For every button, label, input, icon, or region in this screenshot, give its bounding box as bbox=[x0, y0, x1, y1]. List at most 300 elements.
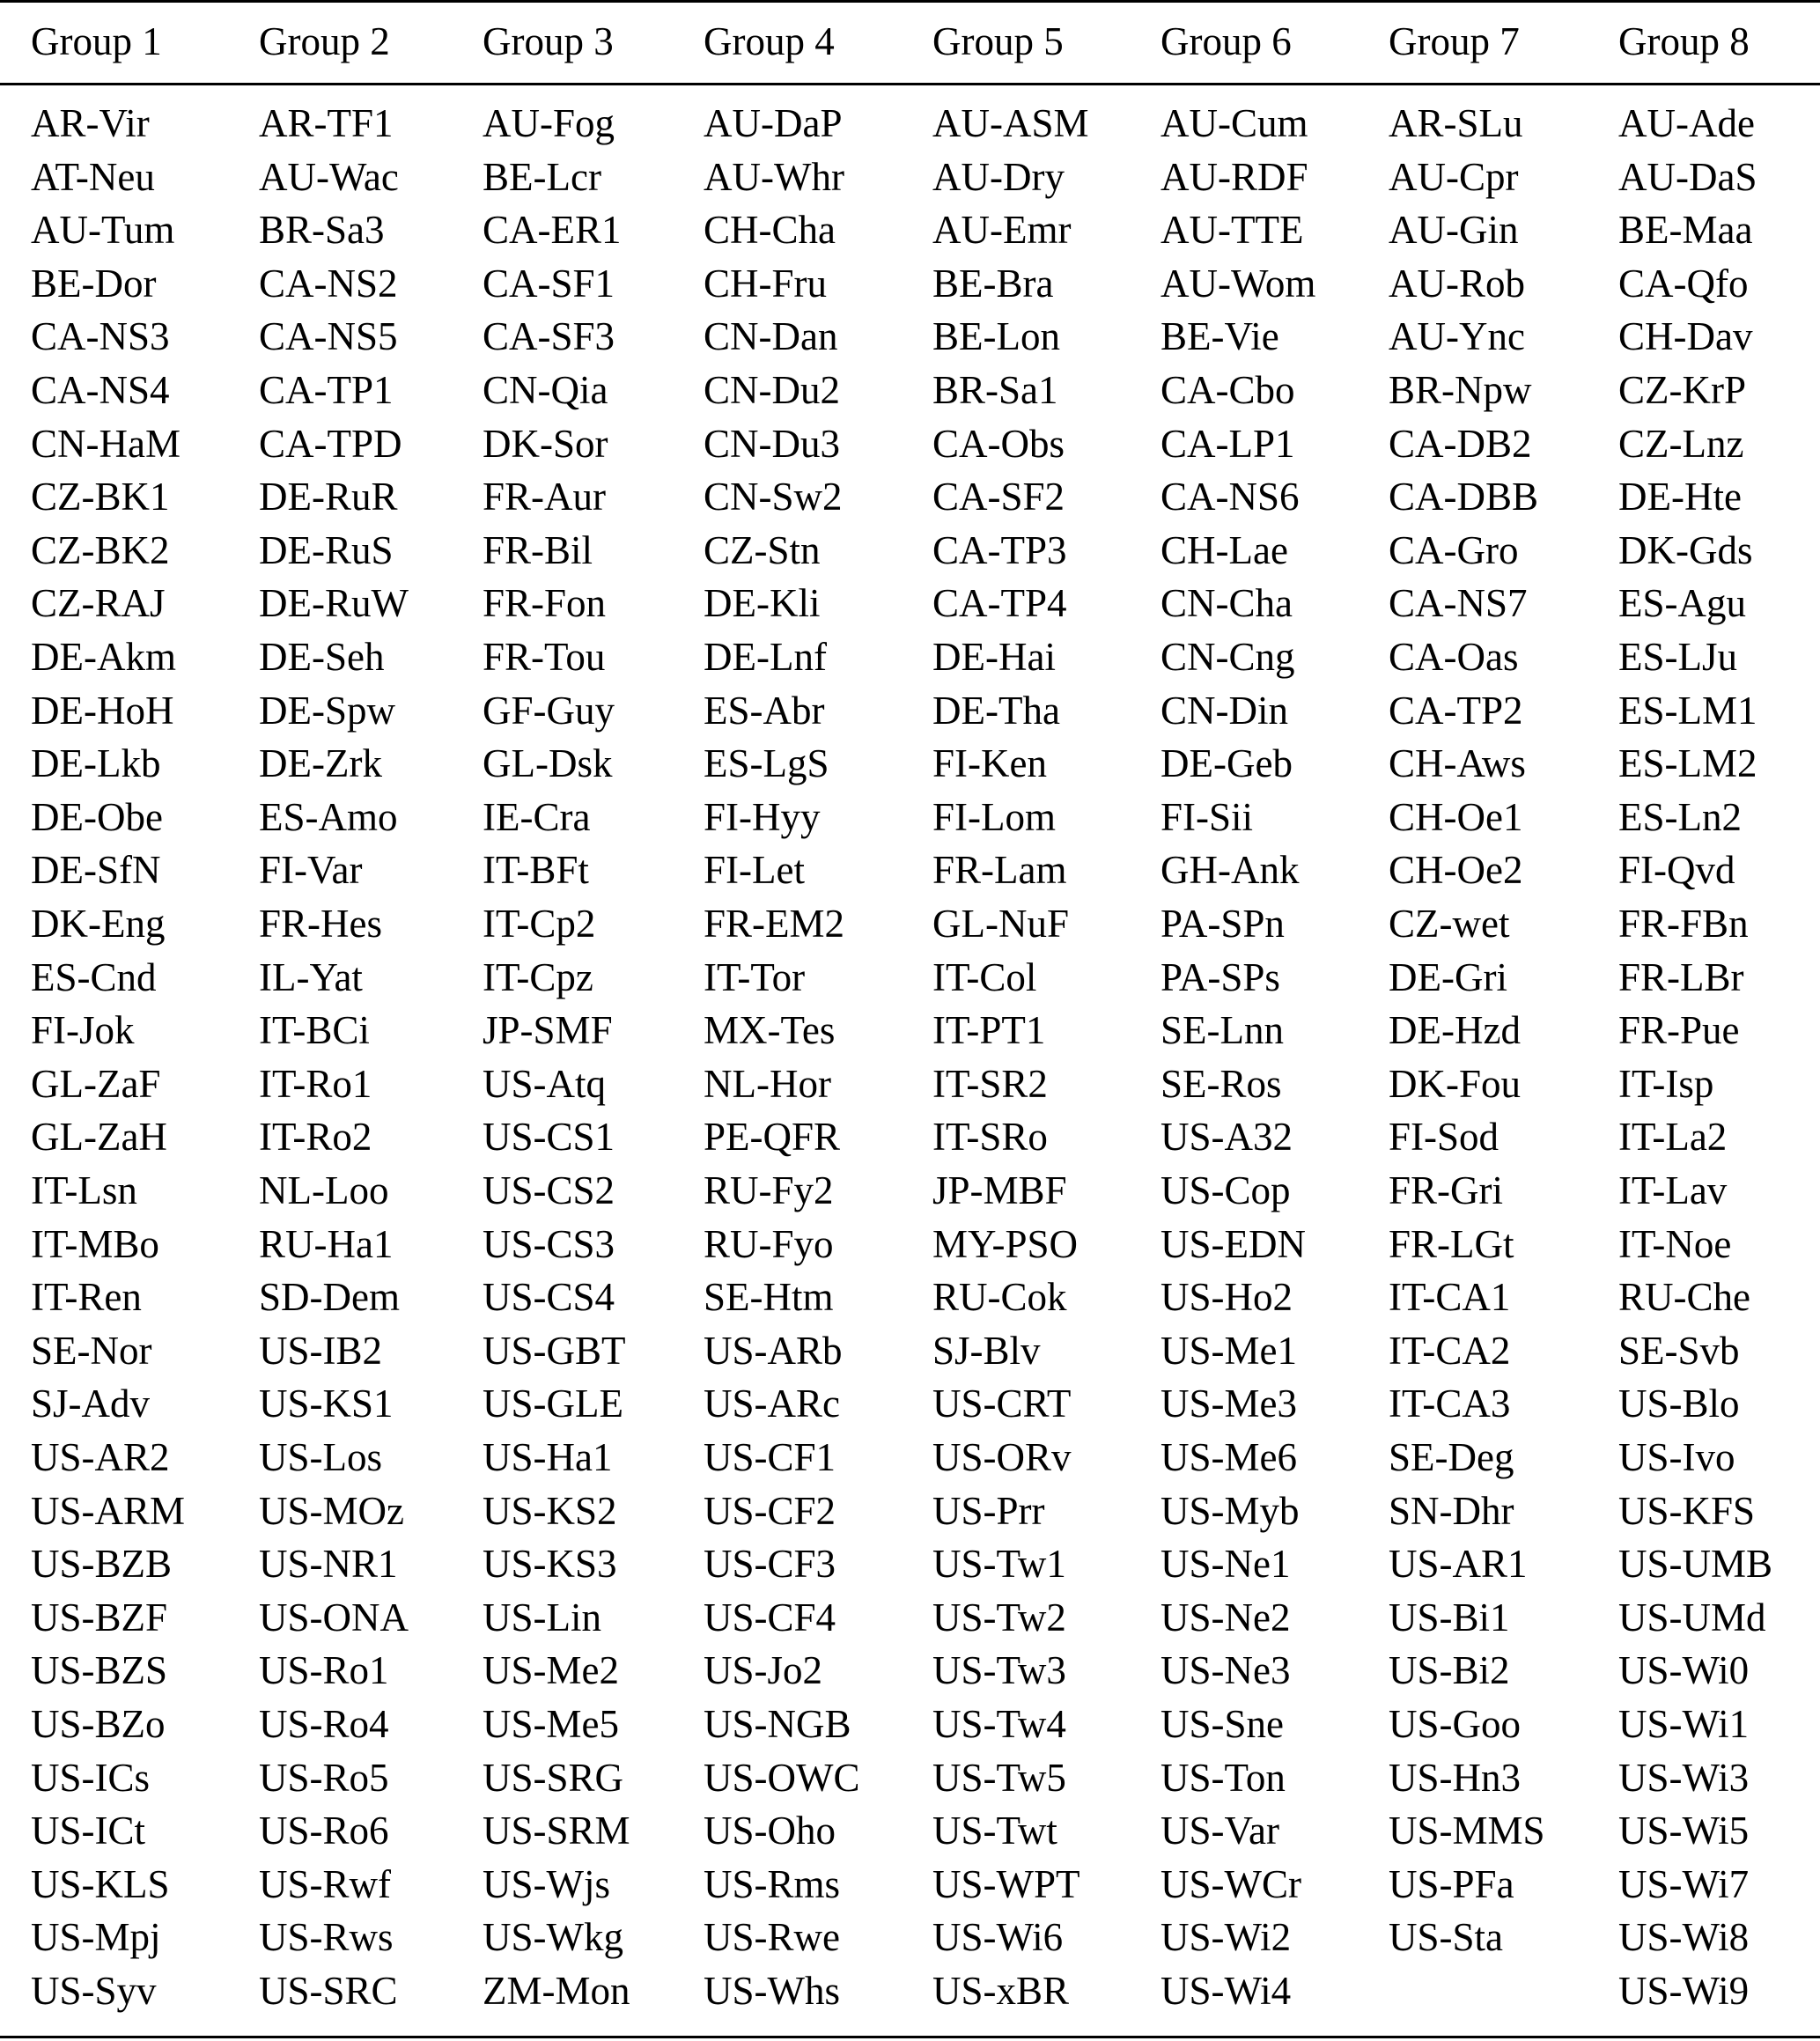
table-cell: FI-Jok bbox=[31, 1008, 135, 1053]
table-row bbox=[0, 97, 1820, 151]
table-row bbox=[0, 1218, 1820, 1271]
table-cell: CH-Oe1 bbox=[1389, 794, 1523, 839]
table-cell: FR-LGt bbox=[1389, 1221, 1514, 1266]
table-row bbox=[0, 844, 1820, 897]
table-cell: US-KS3 bbox=[483, 1542, 617, 1587]
table-row bbox=[0, 897, 1820, 951]
table-cell: US-CS3 bbox=[483, 1221, 615, 1266]
table-row bbox=[0, 1004, 1820, 1057]
table-cell: CH-Fru bbox=[704, 261, 828, 306]
table-cell: DE-RuS bbox=[259, 527, 394, 572]
column-header-group-7: Group 7 bbox=[1389, 19, 1520, 63]
table-cell: IT-Cpz bbox=[483, 954, 593, 999]
table-cell: AU-Fog bbox=[483, 101, 615, 145]
table-cell: AU-DaP bbox=[704, 101, 843, 145]
table-cell: US-AR2 bbox=[31, 1435, 170, 1479]
table-cell: BE-Lon bbox=[932, 314, 1060, 359]
table-cell: CA-DB2 bbox=[1389, 421, 1532, 466]
table-cell: CZ-KrP bbox=[1618, 368, 1746, 412]
table-cell: IT-Col bbox=[932, 954, 1037, 999]
table-cell: CA-Obs bbox=[932, 421, 1065, 466]
table-cell: CH-Oe2 bbox=[1389, 848, 1523, 893]
table-cell: US-MOz bbox=[259, 1488, 404, 1533]
table-cell: US-Var bbox=[1161, 1809, 1279, 1853]
table-cell: CA-Oas bbox=[1389, 635, 1519, 679]
table-cell: CH-Aws bbox=[1389, 741, 1526, 786]
table-cell: CN-Cng bbox=[1161, 635, 1295, 679]
table-cell: ES-Abr bbox=[704, 688, 825, 733]
table-cell: US-BZo bbox=[31, 1702, 166, 1746]
table-cell: US-Bi1 bbox=[1389, 1595, 1510, 1639]
table-cell: FR-EM2 bbox=[704, 902, 845, 946]
column-header-group-6: Group 6 bbox=[1161, 19, 1292, 63]
table-cell: US-Rwf bbox=[259, 1861, 392, 1906]
table-cell: US-Oho bbox=[704, 1809, 836, 1853]
table-cell: DE-SfN bbox=[31, 848, 161, 893]
table-cell: US-Wi6 bbox=[932, 1915, 1064, 1960]
table-cell: US-Rws bbox=[259, 1915, 394, 1960]
table-cell: DE-Gri bbox=[1389, 954, 1507, 999]
table-cell: US-Wi9 bbox=[1618, 1969, 1750, 2013]
table-cell: IT-Lav bbox=[1618, 1168, 1728, 1212]
table-cell: SE-Htm bbox=[704, 1275, 834, 1320]
table-cell: DE-Obe bbox=[31, 794, 163, 839]
table-cell: US-Myb bbox=[1161, 1488, 1300, 1533]
table-cell: GF-Guy bbox=[483, 688, 615, 733]
table-cell: CA-SF2 bbox=[932, 475, 1065, 519]
table-cell: DE-Akm bbox=[31, 635, 176, 679]
table-cell: IT-CA1 bbox=[1389, 1275, 1511, 1320]
table-cell: IT-BFt bbox=[483, 848, 589, 893]
table-cell: IT-CA2 bbox=[1389, 1328, 1511, 1373]
table-cell: ES-LgS bbox=[704, 741, 829, 786]
table-cell: US-Hn3 bbox=[1389, 1755, 1522, 1800]
column-header-group-1: Group 1 bbox=[31, 19, 162, 63]
table-cell: US-CS2 bbox=[483, 1168, 615, 1212]
table-cell: US-Cop bbox=[1161, 1168, 1291, 1212]
table-cell: DE-Geb bbox=[1161, 741, 1293, 786]
table-cell: IT-Ren bbox=[31, 1275, 142, 1320]
table-cell: US-ICt bbox=[31, 1809, 146, 1853]
table-cell: US-NR1 bbox=[259, 1542, 398, 1587]
table-cell: ES-LM2 bbox=[1618, 741, 1757, 786]
table-cell: PE-QFR bbox=[704, 1115, 841, 1160]
table-cell: US-Sta bbox=[1389, 1915, 1504, 1960]
table-cell: US-Wi2 bbox=[1161, 1915, 1292, 1960]
table-cell: AU-DaS bbox=[1618, 154, 1757, 199]
table-cell: CA-TP2 bbox=[1389, 688, 1523, 733]
table-cell: US-ORv bbox=[932, 1435, 1072, 1479]
table-cell: RU-Ha1 bbox=[259, 1221, 394, 1266]
table-cell: DK-Gds bbox=[1618, 527, 1753, 572]
table-cell: CA-Cbo bbox=[1161, 368, 1295, 412]
table-cell: NL-Loo bbox=[259, 1168, 389, 1212]
table-cell: US-ARM bbox=[31, 1488, 186, 1533]
table-cell: DK-Sor bbox=[483, 421, 608, 466]
table-cell: SE-Deg bbox=[1389, 1435, 1514, 1479]
table-cell: US-Wi3 bbox=[1618, 1755, 1750, 1800]
table-cell: US-Ro1 bbox=[259, 1648, 389, 1693]
table-cell: ES-LJu bbox=[1618, 635, 1737, 679]
table-row bbox=[0, 417, 1820, 471]
table-cell: CA-SF1 bbox=[483, 261, 615, 306]
table-cell: US-Rms bbox=[704, 1861, 841, 1906]
table-cell: BR-Sa3 bbox=[259, 208, 385, 253]
table-cell: DE-Tha bbox=[932, 688, 1060, 733]
table-cell: DK-Eng bbox=[31, 902, 166, 946]
table-cell: AU-Ade bbox=[1618, 101, 1755, 145]
table-cell: CN-Cha bbox=[1161, 581, 1293, 626]
table-cell: CN-Du2 bbox=[704, 368, 840, 412]
table-cell: FI-Sii bbox=[1161, 794, 1254, 839]
table-cell: ES-LM1 bbox=[1618, 688, 1757, 733]
table-cell: US-Blo bbox=[1618, 1382, 1740, 1426]
table-cell: CZ-BK1 bbox=[31, 475, 170, 519]
table-cell: CA-NS7 bbox=[1389, 581, 1528, 626]
table-cell: BR-Sa1 bbox=[932, 368, 1058, 412]
table-header-row bbox=[0, 12, 1820, 70]
table-cell: RU-Fyo bbox=[704, 1221, 834, 1266]
table-cell: AU-ASM bbox=[932, 101, 1089, 145]
table-cell: FI-Hyy bbox=[704, 794, 821, 839]
table-row bbox=[0, 1537, 1820, 1591]
table-cell: CZ-BK2 bbox=[31, 527, 170, 572]
table-cell: CN-Sw2 bbox=[704, 475, 843, 519]
table-cell: IT-MBo bbox=[31, 1221, 159, 1266]
table-cell: MY-PSO bbox=[932, 1221, 1079, 1266]
table-cell: FR-Gri bbox=[1389, 1168, 1504, 1212]
table-cell: US-UMB bbox=[1618, 1542, 1773, 1587]
table-cell: US-BZB bbox=[31, 1542, 173, 1587]
column-header-group-5: Group 5 bbox=[932, 19, 1064, 63]
table-cell: CA-TP3 bbox=[932, 527, 1067, 572]
table-row bbox=[0, 1644, 1820, 1698]
table-cell: DE-RuR bbox=[259, 475, 398, 519]
table-cell: US-GBT bbox=[483, 1328, 626, 1373]
table-cell: MX-Tes bbox=[704, 1008, 836, 1053]
table-row bbox=[0, 310, 1820, 364]
table-cell: US-Me5 bbox=[483, 1702, 619, 1746]
table-cell: AT-Neu bbox=[31, 154, 155, 199]
table-row bbox=[0, 470, 1820, 524]
table-cell: BE-Bra bbox=[932, 261, 1054, 306]
table-cell: US-Whs bbox=[704, 1969, 840, 2013]
table-cell: US-Wi4 bbox=[1161, 1969, 1292, 2013]
table-cell: US-CS4 bbox=[483, 1275, 615, 1320]
table-row bbox=[0, 1485, 1820, 1538]
table-cell: CA-TP4 bbox=[932, 581, 1067, 626]
table-cell: GL-NuF bbox=[932, 902, 1069, 946]
table-cell: US-Mpj bbox=[31, 1915, 161, 1960]
table-cell: AU-Wac bbox=[259, 154, 399, 199]
table-cell: US-Rwe bbox=[704, 1915, 840, 1960]
table-cell: US-Wi7 bbox=[1618, 1861, 1750, 1906]
table-top-rule bbox=[0, 0, 1820, 3]
table-cell: US-Wkg bbox=[483, 1915, 623, 1960]
table-cell: NL-Hor bbox=[704, 1061, 831, 1106]
table-cell: RU-Che bbox=[1618, 1275, 1750, 1320]
table-cell: FR-Tou bbox=[483, 635, 606, 679]
table-row bbox=[0, 951, 1820, 1005]
table-cell: CZ-RAJ bbox=[31, 581, 166, 626]
table-cell: US-Ro5 bbox=[259, 1755, 389, 1800]
table-cell: US-Tw1 bbox=[932, 1542, 1066, 1587]
table-row bbox=[0, 791, 1820, 844]
table-cell: US-Ne3 bbox=[1161, 1648, 1291, 1693]
table-cell: US-AR1 bbox=[1389, 1542, 1528, 1587]
table-cell: FI-Ken bbox=[932, 741, 1047, 786]
table-cell: CA-LP1 bbox=[1161, 421, 1295, 466]
table-cell: CZ-wet bbox=[1389, 902, 1510, 946]
table-row bbox=[0, 1751, 1820, 1805]
column-header-group-8: Group 8 bbox=[1618, 19, 1750, 63]
table-row bbox=[0, 1964, 1820, 2018]
table-row bbox=[0, 1271, 1820, 1324]
table-cell: US-OWC bbox=[704, 1755, 860, 1800]
column-header-group-4: Group 4 bbox=[704, 19, 835, 63]
table-cell: US-CF3 bbox=[704, 1542, 836, 1587]
table-cell: AU-Cum bbox=[1161, 101, 1308, 145]
table-cell: CZ-Lnz bbox=[1618, 421, 1744, 466]
table-cell: CZ-Stn bbox=[704, 527, 821, 572]
table-row bbox=[0, 257, 1820, 311]
table-cell: US-Me1 bbox=[1161, 1328, 1297, 1373]
table-cell: US-A32 bbox=[1161, 1115, 1293, 1160]
table-cell: IT-Noe bbox=[1618, 1221, 1732, 1266]
table-cell: RU-Cok bbox=[932, 1275, 1067, 1320]
table-cell: FI-Qvd bbox=[1618, 848, 1735, 893]
table-cell: CN-Dan bbox=[704, 314, 838, 359]
table-row bbox=[0, 1431, 1820, 1485]
table-cell: US-Wi0 bbox=[1618, 1648, 1750, 1693]
table-cell: CA-TPD bbox=[259, 421, 402, 466]
table-cell: IT-La2 bbox=[1618, 1115, 1728, 1160]
table-cell: CA-DBB bbox=[1389, 475, 1539, 519]
table-cell: US-CF2 bbox=[704, 1488, 836, 1533]
table-cell: US-Syv bbox=[31, 1969, 157, 2013]
table-cell: FI-Lom bbox=[932, 794, 1056, 839]
table-cell: BR-Npw bbox=[1389, 368, 1532, 412]
table-cell: US-CF4 bbox=[704, 1595, 836, 1639]
table-cell: AU-Gin bbox=[1389, 208, 1519, 253]
table-cell: FR-Pue bbox=[1618, 1008, 1740, 1053]
table-cell: AU-Cpr bbox=[1389, 154, 1519, 199]
table-cell: DE-Hai bbox=[932, 635, 1056, 679]
table-cell: US-Ivo bbox=[1618, 1435, 1735, 1479]
table-cell: US-KLS bbox=[31, 1861, 170, 1906]
table-cell: US-Ne2 bbox=[1161, 1595, 1291, 1639]
table-cell: FI-Sod bbox=[1389, 1115, 1499, 1160]
table-cell: DE-Lnf bbox=[704, 635, 827, 679]
table-cell: CA-NS5 bbox=[259, 314, 398, 359]
table-cell: US-Wjs bbox=[483, 1861, 610, 1906]
table-cell: US-Sne bbox=[1161, 1702, 1285, 1746]
table-cell: ES-Cnd bbox=[31, 954, 157, 999]
table-cell: US-Ho2 bbox=[1161, 1275, 1293, 1320]
table-cell: SE-Nor bbox=[31, 1328, 152, 1373]
table-cell: US-KS2 bbox=[483, 1488, 617, 1533]
table-cell: US-Bi2 bbox=[1389, 1648, 1510, 1693]
table-cell: IT-PT1 bbox=[932, 1008, 1046, 1053]
table-cell: US-Ton bbox=[1161, 1755, 1286, 1800]
table-cell: US-CF1 bbox=[704, 1435, 836, 1479]
table-cell: AU-Dry bbox=[932, 154, 1065, 199]
table-cell: CN-Din bbox=[1161, 688, 1288, 733]
table-cell: US-SRM bbox=[483, 1809, 630, 1853]
table-cell: AU-Emr bbox=[932, 208, 1072, 253]
table-row bbox=[0, 151, 1820, 204]
table-cell: DE-Seh bbox=[259, 635, 385, 679]
table-row bbox=[0, 1698, 1820, 1751]
table-cell: BE-Vie bbox=[1161, 314, 1279, 359]
table-cell: IT-Ro2 bbox=[259, 1115, 372, 1160]
table-cell: SE-Ros bbox=[1161, 1061, 1282, 1106]
table-cell: CN-Du3 bbox=[704, 421, 840, 466]
table-cell: AU-Ync bbox=[1389, 314, 1525, 359]
table-cell: FR-Lam bbox=[932, 848, 1067, 893]
table-cell: US-Goo bbox=[1389, 1702, 1522, 1746]
table-row bbox=[0, 1164, 1820, 1218]
table-cell: US-Prr bbox=[932, 1488, 1045, 1533]
table-cell: DE-Zrk bbox=[259, 741, 382, 786]
table-cell: IT-Ro1 bbox=[259, 1061, 372, 1106]
table-cell: FR-FBn bbox=[1618, 902, 1749, 946]
table-cell: US-Twt bbox=[932, 1809, 1057, 1853]
table-cell: US-ARc bbox=[704, 1382, 840, 1426]
table-cell: US-BZS bbox=[31, 1648, 168, 1693]
table-cell: BE-Maa bbox=[1618, 208, 1753, 253]
table-cell: US-SRC bbox=[259, 1969, 398, 2013]
table-cell: AU-Wom bbox=[1161, 261, 1316, 306]
table-cell: FR-Hes bbox=[259, 902, 383, 946]
table-row bbox=[0, 1110, 1820, 1164]
table-cell: IT-SR2 bbox=[932, 1061, 1048, 1106]
table-cell: US-CRT bbox=[932, 1382, 1072, 1426]
table-cell: SE-Lnn bbox=[1161, 1008, 1284, 1053]
table-cell: RU-Fy2 bbox=[704, 1168, 834, 1212]
table-cell: DE-Hte bbox=[1618, 475, 1742, 519]
table-row bbox=[0, 630, 1820, 684]
table-cell: US-KS1 bbox=[259, 1382, 394, 1426]
table-cell: US-UMd bbox=[1618, 1595, 1766, 1639]
table-cell: AR-Vir bbox=[31, 101, 150, 145]
table-row bbox=[0, 524, 1820, 578]
table-cell: IT-CA3 bbox=[1389, 1382, 1511, 1426]
table-cell: FI-Var bbox=[259, 848, 363, 893]
table-cell: ES-Amo bbox=[259, 794, 398, 839]
table-cell: AU-Whr bbox=[704, 154, 844, 199]
table-cell: SJ-Adv bbox=[31, 1382, 151, 1426]
table-cell: US-Me6 bbox=[1161, 1435, 1297, 1479]
table-cell: CA-NS3 bbox=[31, 314, 170, 359]
table-cell: IT-Tor bbox=[704, 954, 806, 999]
table-cell: US-Ro6 bbox=[259, 1809, 389, 1853]
table-cell: US-ICs bbox=[31, 1755, 151, 1800]
table-cell: DE-Kli bbox=[704, 581, 821, 626]
table-cell: US-WCr bbox=[1161, 1861, 1301, 1906]
table-cell: CH-Cha bbox=[704, 208, 836, 253]
table-cell: US-Me2 bbox=[483, 1648, 619, 1693]
table-cell: CA-NS6 bbox=[1161, 475, 1300, 519]
table-cell: US-GLE bbox=[483, 1382, 623, 1426]
table-cell: CH-Lae bbox=[1161, 527, 1288, 572]
table-cell: IT-Lsn bbox=[31, 1168, 137, 1212]
table-cell: CA-Gro bbox=[1389, 527, 1519, 572]
table-cell: DE-Hzd bbox=[1389, 1008, 1521, 1053]
table-cell: DE-Spw bbox=[259, 688, 395, 733]
table-cell: US-EDN bbox=[1161, 1221, 1306, 1266]
table-cell: GH-Ank bbox=[1161, 848, 1300, 893]
table-cell: BE-Lcr bbox=[483, 154, 601, 199]
table-cell: US-Los bbox=[259, 1435, 383, 1479]
table-cell: US-Wi8 bbox=[1618, 1915, 1750, 1960]
table-cell: FI-Let bbox=[704, 848, 805, 893]
table-row bbox=[0, 1804, 1820, 1858]
table-cell: SD-Dem bbox=[259, 1275, 400, 1320]
table-cell: CA-Qfo bbox=[1618, 261, 1749, 306]
table-cell: CH-Dav bbox=[1618, 314, 1753, 359]
table-cell: US-Wi5 bbox=[1618, 1809, 1750, 1853]
table-cell: ES-Ln2 bbox=[1618, 794, 1742, 839]
table-row bbox=[0, 684, 1820, 738]
table-cell: CA-TP1 bbox=[259, 368, 394, 412]
table-row bbox=[0, 203, 1820, 257]
table-row bbox=[0, 1324, 1820, 1378]
table-cell: FR-Bil bbox=[483, 527, 593, 572]
table-cell: SE-Svb bbox=[1618, 1328, 1740, 1373]
table-row bbox=[0, 1858, 1820, 1912]
table-cell: IT-Cp2 bbox=[483, 902, 596, 946]
table-cell: SN-Dhr bbox=[1389, 1488, 1514, 1533]
table-cell: GL-ZaH bbox=[31, 1115, 167, 1160]
table-row bbox=[0, 1591, 1820, 1645]
table-cell: US-xBR bbox=[932, 1969, 1070, 2013]
table-cell: AU-Tum bbox=[31, 208, 175, 253]
table-cell: CN-Qia bbox=[483, 368, 608, 412]
table-cell: US-Tw5 bbox=[932, 1755, 1066, 1800]
table-cell: FR-Aur bbox=[483, 475, 607, 519]
table-cell: JP-SMF bbox=[483, 1008, 613, 1053]
table-cell: AU-TTE bbox=[1161, 208, 1304, 253]
table-cell: IT-SRo bbox=[932, 1115, 1048, 1160]
table-cell: US-Atq bbox=[483, 1061, 607, 1106]
table-row bbox=[0, 1377, 1820, 1431]
table-cell: IT-Isp bbox=[1618, 1061, 1714, 1106]
column-header-group-3: Group 3 bbox=[483, 19, 614, 63]
table-cell: US-Me3 bbox=[1161, 1382, 1297, 1426]
table-cell: SJ-Blv bbox=[932, 1328, 1041, 1373]
table-cell: US-Wi1 bbox=[1618, 1702, 1750, 1746]
table-cell: US-ARb bbox=[704, 1328, 843, 1373]
table-row bbox=[0, 1911, 1820, 1964]
table-cell: US-NGB bbox=[704, 1702, 851, 1746]
table-cell: US-SRG bbox=[483, 1755, 624, 1800]
table-cell: US-Jo2 bbox=[704, 1648, 823, 1693]
table-cell: US-Tw3 bbox=[932, 1648, 1066, 1693]
table-cell: CA-ER1 bbox=[483, 208, 622, 253]
table-cell: DE-RuW bbox=[259, 581, 409, 626]
table-cell: FR-LBr bbox=[1618, 954, 1744, 999]
table-cell: ES-Agu bbox=[1618, 581, 1746, 626]
table-cell: JP-MBF bbox=[932, 1168, 1067, 1212]
table-cell: PA-SPn bbox=[1161, 902, 1285, 946]
table-cell: US-Lin bbox=[483, 1595, 601, 1639]
table-cell: DE-Lkb bbox=[31, 741, 161, 786]
table-cell: US-ONA bbox=[259, 1595, 409, 1639]
table-header-rule bbox=[0, 83, 1820, 85]
table-bottom-rule bbox=[0, 2036, 1820, 2038]
table-cell: BE-Dor bbox=[31, 261, 157, 306]
